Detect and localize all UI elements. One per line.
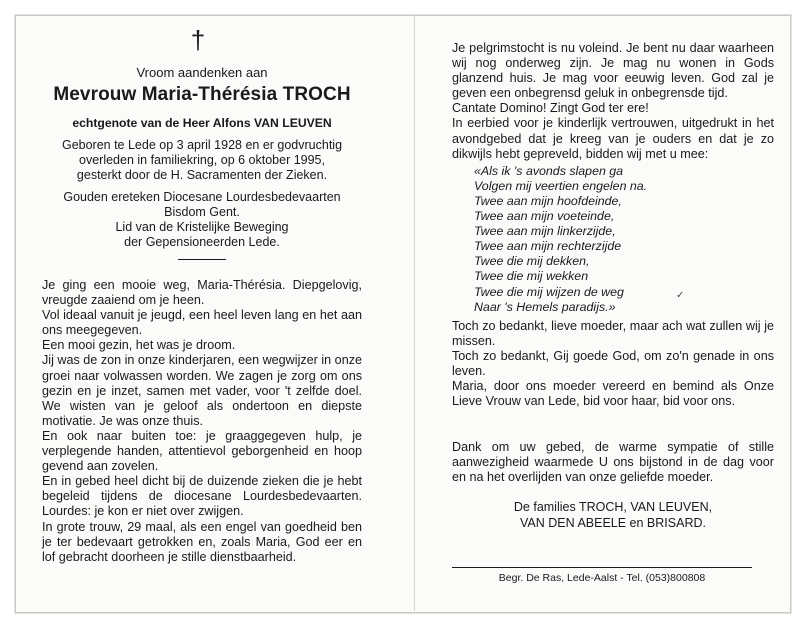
farewell-text bbox=[452, 41, 774, 162]
paragraph: Vol ideaal vanuit je jeugd, een heel leven lang en het aan ons meegegeven. bbox=[42, 308, 362, 338]
paragraph: Toch zo bedankt, Gij goede God, om zo'n genade in ons leven. bbox=[452, 348, 774, 378]
honors bbox=[42, 190, 362, 250]
left-panel bbox=[42, 26, 362, 565]
dedication: Vroom aandenken aan bbox=[136, 65, 268, 80]
prayer-line: Twee die mij wijzen de weg bbox=[474, 284, 624, 299]
birth-death-info bbox=[42, 138, 362, 183]
prayer-line: Twee aan mijn linkerzijde, bbox=[474, 224, 616, 239]
prayer-line: Twee aan mijn hoofdeinde, bbox=[474, 193, 622, 208]
check-mark-icon: ✓ bbox=[676, 290, 685, 301]
honor-line: der Gepensioneerden Lede. bbox=[124, 235, 280, 249]
paragraph: In eerbied voor je kinderlijk vertrouwen, uitgedrukt in het avondgebed dat je kreeg van je ouders en dat je zo dikwijls hebt gepreveld, bidden wij met u mee: bbox=[452, 116, 774, 161]
paragraph: Toch zo bedankt, lieve moeder, maar ach wat zullen wij je missen. bbox=[452, 318, 774, 348]
card-fold bbox=[414, 15, 415, 611]
paragraph: Een mooi gezin, het was je droom. bbox=[42, 338, 236, 353]
prayer-line: Naar 's Hemels paradijs.» bbox=[474, 299, 616, 314]
paragraph: Je ging een mooie weg, Maria-Thérésia. Diepgelovig, vreugde zaaiend om je heen. bbox=[42, 278, 362, 308]
honor-line: Lid van de Kristelijke Beweging bbox=[115, 220, 289, 234]
paragraph: En ook naar buiten toe: je graaggegeven hulp, je verplegende handen, attentievol geborgenheid en hoop gevend aan zovelen. bbox=[42, 428, 362, 474]
paragraph: Cantate Domino! Zingt God ter ere! bbox=[452, 101, 649, 116]
families-signature bbox=[452, 499, 774, 531]
prayer-line: Twee die mij dekken, bbox=[474, 254, 590, 269]
closing-text bbox=[452, 319, 774, 410]
evening-prayer bbox=[474, 164, 774, 315]
paragraph: Je pelgrimstocht is nu voleind. Je bent nu daar waarheen wij nog onderweg zijn. Je mag nu wonen in Gods glanzend huis. Je mag voor eeuwig leven. God zal je geven een onbegrensd geluk in onbegrensde tijd. bbox=[452, 41, 774, 101]
thanks-text bbox=[452, 440, 774, 485]
tribute-text bbox=[42, 278, 362, 565]
honor-line: Gouden ereteken Diocesane Lourdesbedevaarten bbox=[63, 190, 341, 204]
info-line: gesterkt door de H. Sacramenten der Zieken. bbox=[76, 168, 328, 182]
prayer-line: Twee die mij wekken bbox=[474, 269, 589, 284]
families-line: De families TROCH, VAN LEUVEN, bbox=[513, 499, 713, 514]
printer-credit: Begr. De Ras, Lede-Aalst - Tel. (053)800808 bbox=[498, 572, 706, 584]
paragraph: Jij was de zon in onze kinderjaren, een wegwijzer in onze groei naar volwassen worden. We zagen je zorg om ons gezin en je inzet, samen met vader, voor 't zelfde doel. We wisten van je geloof als ondertoon en diepste motivatie. Je was onze thuis. bbox=[42, 353, 362, 428]
divider bbox=[178, 259, 226, 260]
info-line: Geboren te Lede op 3 april 1928 en er godvruchtig bbox=[61, 138, 343, 152]
paragraph: En in gebed heel dicht bij de duizende zieken die je hebt begeleid tijdens de diocesane Lourdesbedevaarten. Lourdes: je kon er niet over zwijgen. bbox=[42, 474, 362, 519]
deceased-name: Mevrouw Maria-Thérésia TROCH bbox=[53, 84, 351, 105]
spouse-line: echtgenote van de Heer Alfons VAN LEUVEN bbox=[72, 116, 332, 130]
honor-line: Bisdom Gent. bbox=[164, 205, 240, 219]
prayer-line: Volgen mij veertien engelen na. bbox=[474, 178, 648, 193]
info-line: overleden in familiekring, op 6 oktober 1995, bbox=[79, 153, 325, 167]
paragraph: Maria, door ons moeder vereerd en bemind als Onze Lieve Vrouw van Lede, bid voor haar, bid voor ons. bbox=[452, 379, 774, 409]
right-panel bbox=[452, 41, 774, 531]
families-line: VAN DEN ABEELE en BRISARD. bbox=[520, 515, 706, 530]
printer-rule bbox=[452, 567, 752, 568]
prayer-line: Twee aan mijn voeteinde, bbox=[474, 209, 615, 224]
prayer-line: «Als ik 's avonds slapen ga bbox=[474, 163, 624, 178]
paragraph: In grote trouw, 29 maal, als een engel van goedheid ben je ter bedevaart getrokken en, zoals Maria, God eer en lof gebracht doorheen je stille dienstbaarheid. bbox=[42, 519, 362, 564]
cross-icon: † bbox=[190, 25, 206, 55]
paragraph: Dank om uw gebed, de warme sympatie of stille aanwezigheid waarmede U ons bijstond in de dag voor en na het overlijden van onze geliefde moeder. bbox=[452, 440, 774, 485]
prayer-line: Twee aan mijn rechterzijde bbox=[474, 239, 622, 254]
